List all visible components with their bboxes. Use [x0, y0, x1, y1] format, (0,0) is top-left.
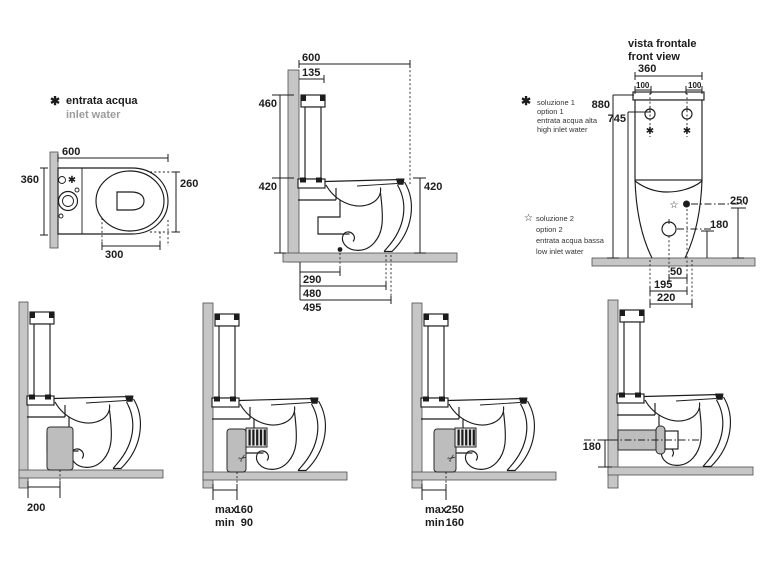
legend-inlet-water [50, 94, 138, 121]
floor [608, 467, 753, 475]
toilet-side-view [27, 312, 140, 469]
side-view-drawing [259, 52, 457, 314]
dim-side-420-right: 420 [424, 181, 443, 193]
dim-front-880: 880 [591, 99, 610, 111]
dim-max-value: 250 [445, 504, 464, 516]
asterisk-left-icon: ✱ [645, 126, 655, 137]
solution2-star-icon: ☆ [524, 213, 533, 224]
wall-side-elbow-pipe [434, 429, 456, 472]
floor [203, 472, 347, 480]
dim-line-200 [28, 481, 60, 498]
pan-left-edge [635, 180, 652, 258]
dim-top-260: 260 [180, 178, 199, 190]
dim-front-250: 250 [730, 195, 749, 207]
inlet-label-it: entrata acqua [66, 95, 138, 107]
dim-max-label: max [425, 504, 448, 516]
wall [50, 152, 58, 248]
asterisk-right-icon: ✱ [682, 126, 692, 137]
front-view-drawing [592, 38, 755, 308]
cistern-lid [633, 92, 704, 100]
inlet-asterisk-icon: ✱ [50, 94, 61, 108]
solution2-line2: option 2 [536, 225, 563, 234]
dim-line-260 [172, 172, 180, 232]
dim-min-label: min [215, 517, 235, 529]
corrugated-hose [246, 428, 267, 447]
solution-legends [521, 94, 605, 256]
high-inlet-point [683, 201, 690, 208]
corrugated-hose [455, 428, 476, 447]
dim-front-745: 745 [607, 113, 626, 125]
toilet-side-view [298, 95, 411, 252]
flex-drain-short-drawing [203, 303, 347, 529]
dim-front-50: 50 [670, 266, 683, 278]
floor-drain-drawing [19, 302, 163, 514]
solution2-line3: entrata acqua bassa [536, 236, 604, 245]
dim-line-180 [701, 231, 714, 258]
solution1-asterisk-icon: ✱ [521, 94, 532, 108]
dim-side-135: 135 [302, 67, 321, 79]
dim-side-480: 480 [303, 288, 322, 300]
dim-drain-180: 180 [582, 441, 601, 453]
dim-min-value: 160 [445, 517, 464, 529]
dim-top-360: 360 [20, 174, 39, 186]
front-view-title-it: vista frontale [628, 38, 697, 50]
front-view-title-en: front view [628, 51, 680, 63]
inlet-label-en: inlet water [66, 109, 121, 121]
dim-front-100-left: 100 [636, 81, 650, 90]
solution1-line4: high inlet water [537, 125, 588, 134]
scissors-icon: ✂ [445, 451, 459, 466]
floor [592, 258, 755, 266]
wall [19, 302, 28, 488]
dim-front-195: 195 [654, 279, 673, 291]
solution1-line2: option 1 [537, 107, 564, 116]
solution1-line1: soluzione 1 [537, 98, 575, 107]
pan-top-curve [635, 181, 702, 192]
dim-top-300: 300 [105, 249, 124, 261]
dim-side-290: 290 [303, 274, 322, 286]
solution2-line4: low inlet water [536, 247, 584, 256]
wall [412, 303, 422, 488]
dim-line-max-min [213, 484, 237, 500]
floor-drain-pipe [47, 427, 73, 470]
dim-top-600: 600 [62, 146, 81, 158]
dim-front-220: 220 [657, 292, 676, 304]
wall-drain-drawing [583, 300, 753, 488]
floor-fixing-dot [338, 247, 343, 252]
wall [288, 70, 299, 262]
dim-side-460: 460 [258, 98, 277, 110]
dim-side-495: 495 [303, 302, 322, 314]
dim-side-420-left: 420 [258, 181, 277, 193]
scissors-icon: ✂ [236, 451, 250, 466]
dim-max-label: max [215, 504, 238, 516]
floor [19, 470, 163, 478]
dim-front-180: 180 [710, 219, 729, 231]
dim-min-value: 90 [240, 517, 253, 529]
option2-star-icon: ☆ [669, 200, 679, 211]
solution2-line1: soluzione 2 [536, 214, 574, 223]
dim-line-360 [40, 168, 48, 235]
tank-asterisk-icon: ✱ [67, 175, 77, 186]
dim-front-360: 360 [638, 63, 657, 75]
dim-min-label: min [425, 517, 445, 529]
floor [412, 472, 556, 480]
dim-front-100-right: 100 [688, 81, 702, 90]
dim-max-value: 160 [234, 504, 253, 516]
solution1-line3: entrata acqua alta [537, 116, 598, 125]
dim-line-250 [731, 208, 746, 258]
floor [283, 253, 457, 262]
low-inlet-hole [662, 222, 676, 236]
wall [203, 303, 213, 488]
top-view-drawing [21, 146, 199, 261]
dim-line-max-min [422, 484, 446, 500]
dim-drain-200: 200 [27, 502, 46, 514]
dim-side-600: 600 [302, 52, 321, 64]
pan-right-edge [685, 180, 702, 258]
flex-drain-long-drawing [412, 303, 556, 529]
